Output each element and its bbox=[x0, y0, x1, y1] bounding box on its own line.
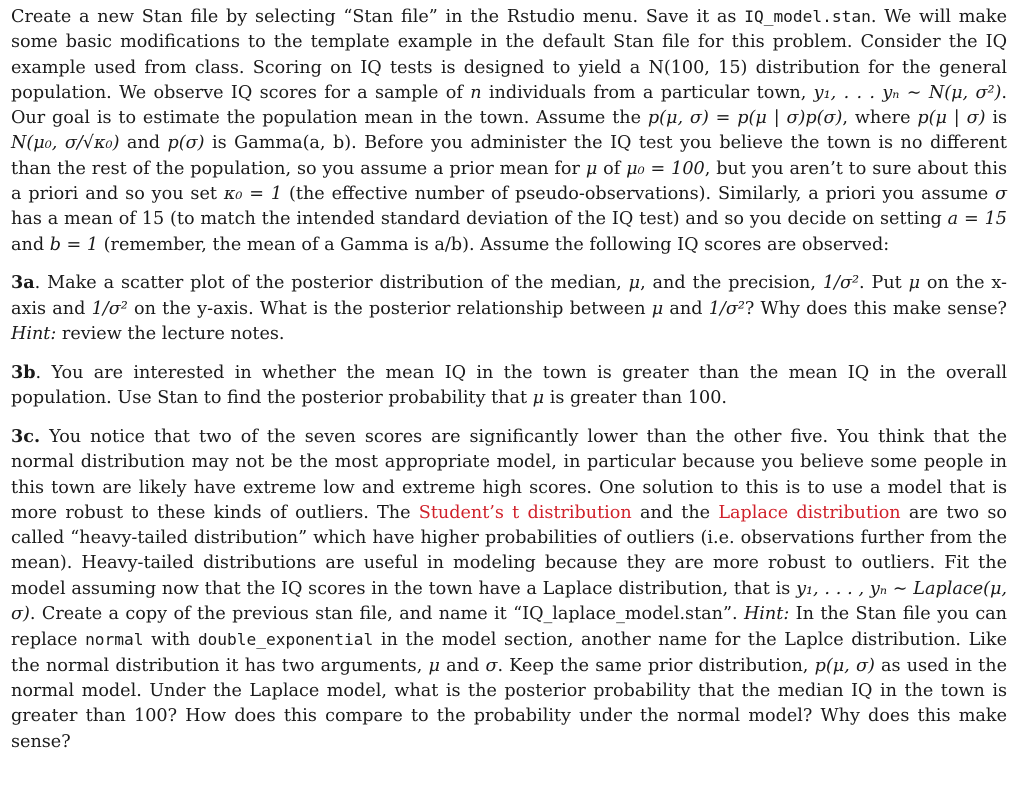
observation-model-formula: y₁, . . . yₙ ∼ N(μ, σ²) bbox=[813, 82, 1002, 103]
q3a-text-2: , and the precision, bbox=[640, 273, 823, 294]
q3a-text-8: review the lecture notes. bbox=[56, 324, 285, 345]
q3c-text-9: . Keep the same prior distribution, bbox=[497, 655, 815, 676]
q3c-text-2: and the bbox=[631, 502, 719, 523]
intro-text-13: and bbox=[11, 234, 50, 255]
hint-label: Hint: bbox=[11, 324, 57, 345]
intro-text-1: Create a new Stan file by selecting “Stan file” in the Rstudio menu. Save it as bbox=[11, 7, 745, 27]
q3c-text-1: You notice that two of the seven scores are significantly lower than the other five. You think that the normal distribution may not be the most appropriate model, in particular because you believe some people in this town are likely have extreme low and extreme high scores. One solution to this is to use a model that is more robust to these kinds of outliers. The bbox=[11, 426, 1007, 523]
math-mu: μ bbox=[628, 273, 641, 294]
q3a-text-4: on the x-axis and bbox=[11, 273, 1007, 319]
math-sigma: σ bbox=[485, 655, 498, 676]
q3b-text-1: . You are interested in whether the mean IQ in the town is greater than the mean IQ in the overall population. Use Stan to find the posterior probability that bbox=[11, 362, 1007, 409]
conditional-prior-formula: p(μ | σ) bbox=[917, 108, 986, 129]
q3c-text-6: with bbox=[143, 630, 198, 651]
stan-filename: IQ_model.stan bbox=[744, 7, 871, 26]
intro-paragraph bbox=[11, 4, 1007, 258]
intro-text-10: , but you aren’t to sure about this a priori and so you set bbox=[11, 158, 1007, 205]
intro-text-3: individuals from a particular town, bbox=[481, 82, 814, 103]
intro-text-4: . Our goal is to estimate the population mean in the town. Assume the bbox=[11, 82, 1007, 129]
laplace-distribution-link[interactable]: Laplace distribution bbox=[718, 502, 901, 523]
gamma-b-formula: b = 1 bbox=[49, 234, 99, 255]
intro-text-9: of bbox=[597, 158, 627, 179]
precision-formula: 1/σ² bbox=[91, 298, 128, 319]
precision-formula: 1/σ² bbox=[822, 273, 860, 294]
q3c-text-4: . Create a copy of the previous stan file, and name it “IQ_laplace_model.stan”. bbox=[29, 604, 744, 625]
problem-document bbox=[11, 4, 1007, 755]
q3a-text-6: and bbox=[663, 298, 709, 319]
q3c-text-7: in the model section, another name for the Laplce distribution. Like the normal distribution it has two arguments, bbox=[11, 630, 1007, 676]
kappa-formula: κ₀ = 1 bbox=[223, 184, 283, 205]
question-3a-label: 3a bbox=[11, 272, 35, 294]
q3c-text-3: are two so called “heavy-tailed distribution” which have higher probabilities of outliers (i.e. observations further from the mean). Heavy-tailed distributions are useful in modeling because they are more robust to outliers. Fit the model assuming now that the IQ scores in the town have a Laplace distribution, that is bbox=[11, 502, 1007, 599]
precision-formula: 1/σ² bbox=[708, 298, 745, 319]
math-mu: μ bbox=[532, 388, 545, 409]
math-mu: μ bbox=[585, 158, 598, 179]
intro-text-8: is Gamma(a, b). Before you administer the IQ test you believe the town is no different than the rest of the population, so you assume a prior mean for bbox=[11, 133, 1007, 179]
math-mu: μ bbox=[428, 655, 440, 676]
students-t-distribution-link[interactable]: Student’s t distribution bbox=[418, 502, 632, 523]
joint-prior-formula: p(μ, σ) bbox=[814, 655, 875, 676]
q3b-text-2: is greater than 100. bbox=[544, 388, 727, 409]
prior-mean-formula: μ₀ = 100 bbox=[626, 158, 705, 179]
math-mu: μ bbox=[651, 298, 664, 319]
q3c-text-5: In the Stan file you can replace bbox=[11, 604, 1008, 651]
laplace-model-formula: y₁, . . . , yₙ ∼ Laplace(μ, σ) bbox=[11, 578, 1008, 625]
intro-text-14: (remember, the mean of a Gamma is a/b). Assume the following IQ scores are observed: bbox=[98, 234, 890, 255]
math-mu: μ bbox=[908, 273, 921, 294]
intro-text-2: . We will make some basic modifications to the template example in the default Stan file for this problem. Consider the IQ example used from class. Scoring on IQ tests is designed to yield a N(100, 15) distribution for the general population. We observe IQ scores for a sample of bbox=[11, 7, 1007, 103]
intro-text-7: and bbox=[119, 133, 168, 154]
sigma-prior-formula: p(σ) bbox=[167, 133, 205, 154]
intro-text-11: (the effective number of pseudo-observations). Similarly, a priori you assume bbox=[282, 184, 995, 205]
q3c-text-10: as used in the normal model. Under the Laplace model, what is the posterior probability that the median IQ in the town is greater than 100? How does this compare to the probability under the normal model? Why does this make sense? bbox=[11, 655, 1007, 752]
code-double-exponential: double_exponential bbox=[197, 630, 374, 650]
question-3a bbox=[11, 270, 1007, 347]
joint-prior-formula: p(μ, σ) = p(μ | σ)p(σ) bbox=[647, 108, 843, 129]
hint-label: Hint: bbox=[743, 604, 790, 625]
code-normal: normal bbox=[85, 630, 144, 650]
q3c-text-8: and bbox=[439, 655, 486, 676]
question-3c-label: 3c. bbox=[11, 425, 41, 447]
gamma-a-formula: a = 15 bbox=[947, 209, 1007, 230]
intro-text-5: , where bbox=[842, 108, 918, 129]
conditional-prior-distribution: N(μ₀, σ/√κ₀) bbox=[11, 133, 120, 154]
q3a-text-7: ? Why does this make sense? bbox=[744, 298, 1007, 319]
intro-text-6: is bbox=[985, 108, 1007, 129]
question-3b-label: 3b bbox=[11, 361, 36, 383]
math-n: n bbox=[470, 82, 482, 103]
intro-text-12: has a mean of 15 (to match the intended standard deviation of the IQ test) and so you decide on setting bbox=[11, 209, 948, 230]
math-sigma: σ bbox=[995, 184, 1008, 205]
q3a-text-1: . Make a scatter plot of the posterior distribution of the median, bbox=[34, 273, 629, 294]
q3a-text-5: on the y-axis. What is the posterior relationship between bbox=[127, 298, 652, 319]
question-3b bbox=[11, 360, 1007, 412]
question-3c bbox=[11, 424, 1007, 755]
q3a-text-3: . Put bbox=[859, 273, 909, 294]
